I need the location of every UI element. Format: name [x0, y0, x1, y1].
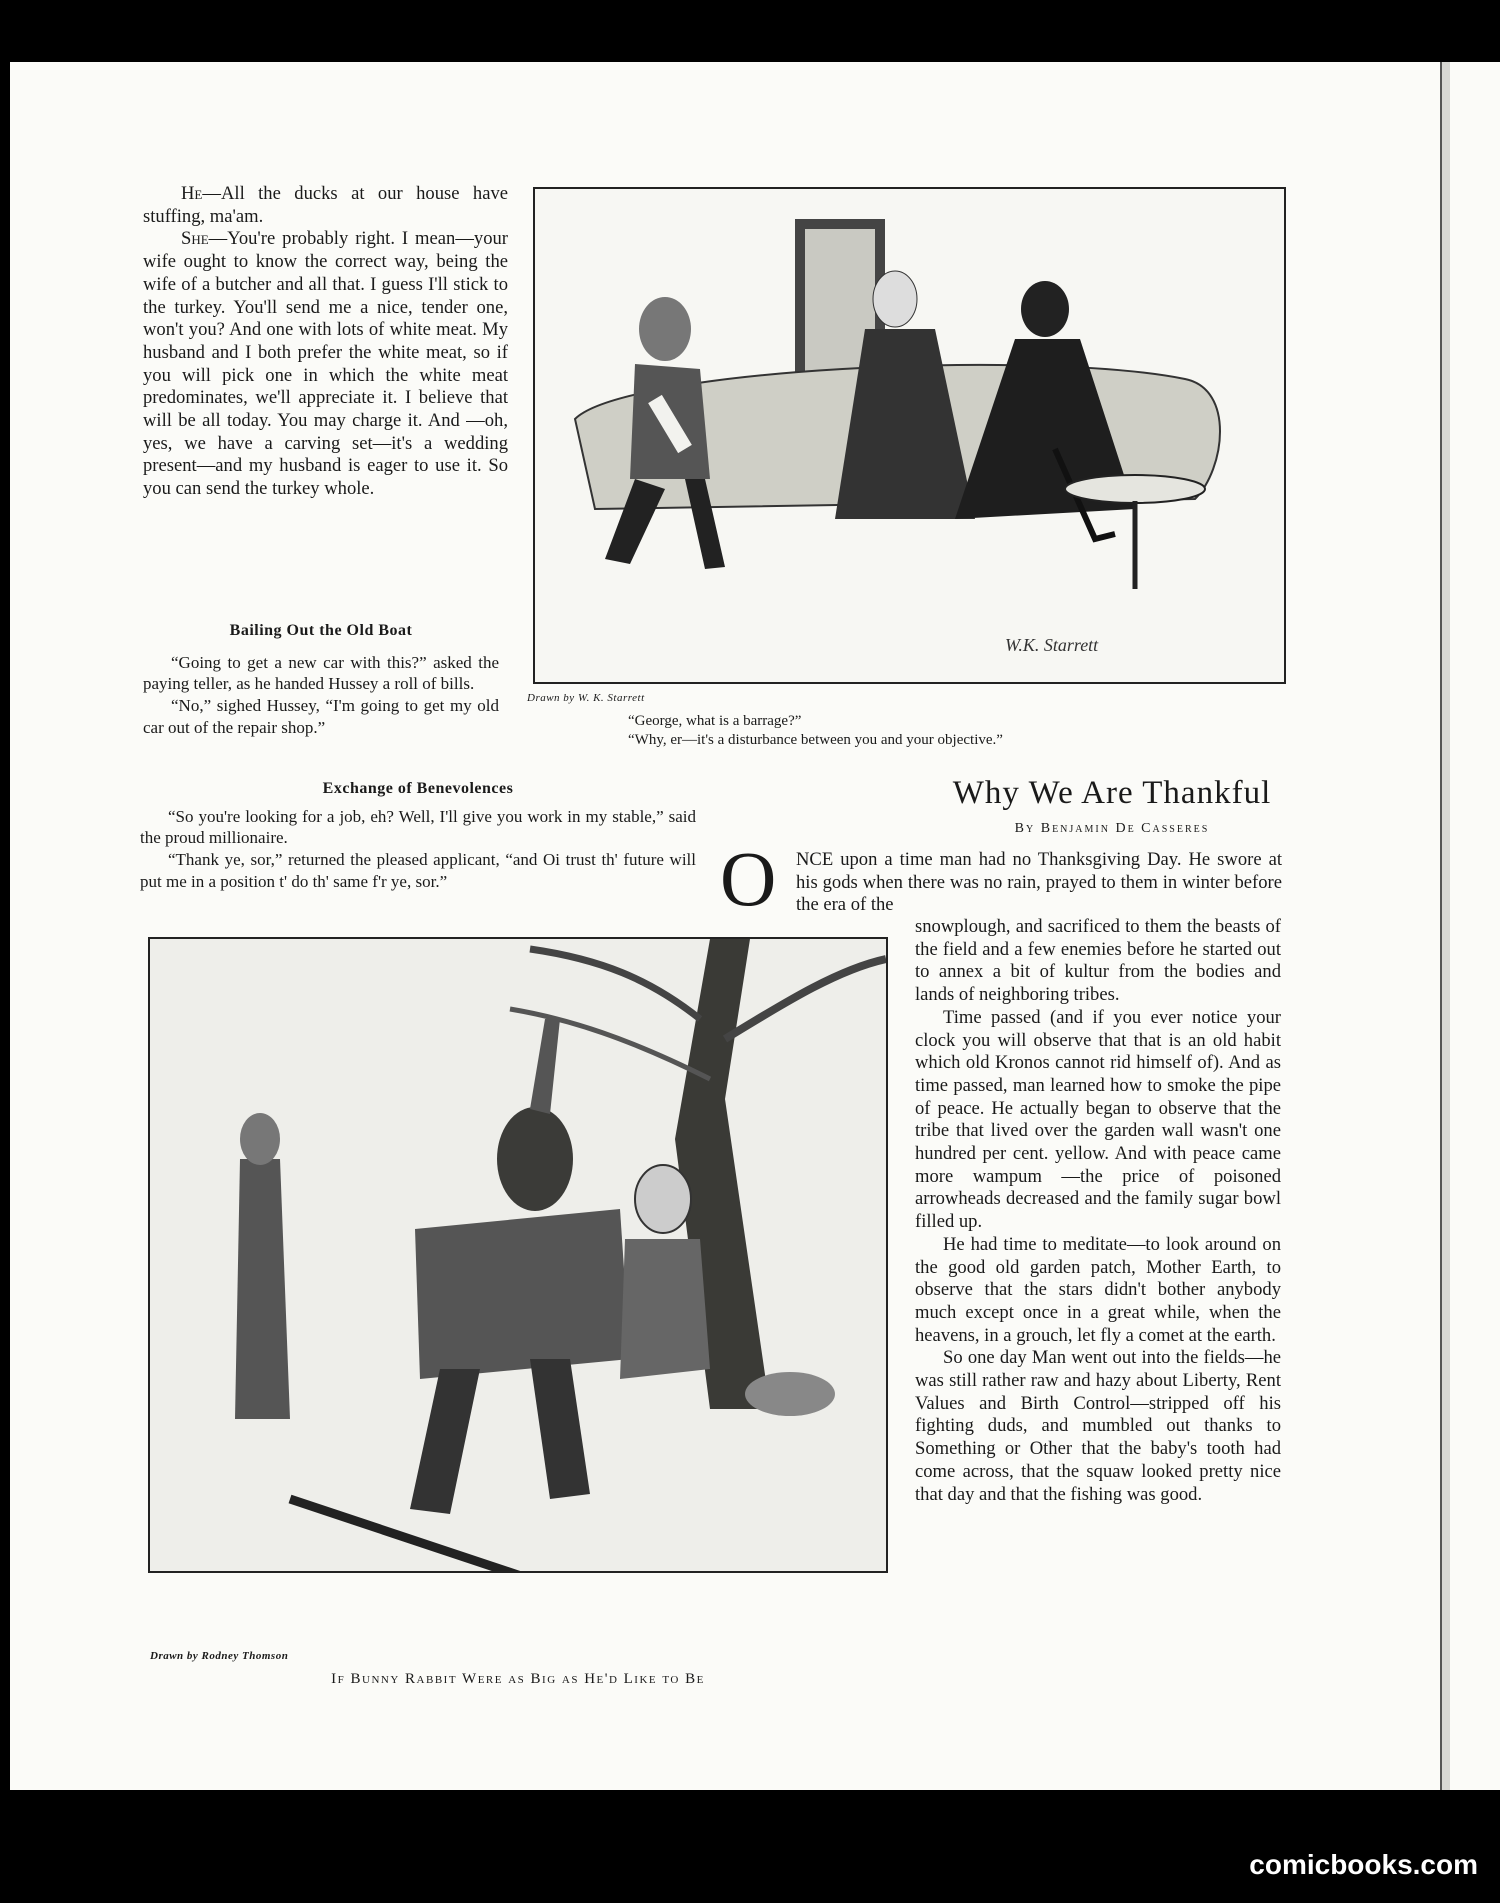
artist-signature: W.K. Starrett [1005, 635, 1099, 655]
paragraph: “No,” sighed Hussey, “I'm going to get my old car out of the repair shop.” [143, 696, 499, 737]
drop-cap: O [720, 835, 777, 922]
dialogue-column [143, 183, 508, 501]
paragraph: “So you're looking for a job, eh? Well, I'll give you work in my stable,” said the proud millionaire. [140, 806, 696, 848]
paragraph: snowplough, and sacrificed to them the beasts of the field and a few enemies before he started out to annex a bit of kultur from the bodies and lands of neighboring tribes. [915, 916, 1281, 1006]
section-heading: Bailing Out the Old Boat [229, 622, 413, 639]
bailing-section [143, 620, 499, 739]
paragraph: “Thank ye, sor,” returned the pleased applicant, “and Oi trust th' future will put me in a position t' do th' same f'r ye, sor.” [140, 850, 696, 891]
illustration-credit: Drawn by W. K. Starrett [527, 692, 645, 704]
paragraph: He had time to meditate—to look around on the good old garden patch, Mother Earth, to observe that the stars didn't bother anybody much except once in a great while, when the heavens, in a grouch, let fly a comet at the earth. [915, 1233, 1281, 1346]
he-paragraph: He—All the ducks at our house have stuffing, ma'am. [143, 183, 508, 227]
section-heading: Exchange of Benevolences [322, 780, 514, 797]
article-byline: By Benjamin De Casseres [1014, 821, 1210, 836]
illustration-thomson [148, 937, 888, 1573]
illustration-starrett [533, 187, 1286, 684]
paragraph: So one day Man went out into the fields—he was still rather raw and hazy about Liberty, Rent Values and Birth Control—stripped off his fighting duds, and mumbled out thanks to Something or Other that the baby's tooth had come across, that the squaw looked pretty nice that day and that the fishing was good. [915, 1347, 1281, 1505]
paragraph: Time passed (and if you ever notice your clock you will observe that that is an old habit which old Kronos cannot rid himself of). And as time passed, man learned how to smoke the pipe of peace. He actually began to observe that the tribe that lived over the garden wall wasn't one hundred per cent. yellow. And with peace came more wampum —the price of poisoned arrowheads decreased and the family sugar bowl filled up. [915, 1006, 1281, 1233]
illustration-caption: “George, what is a barrage?” “Why, er—it's a disturbance between you and your objective.” [628, 713, 1003, 748]
site-watermark: comicbooks.com [1249, 1849, 1478, 1880]
adjacent-page-strip [1450, 62, 1500, 1790]
she-paragraph: She—You're probably right. I mean—your wife ought to know the correct way, being the wife of a butcher and all that. I guess I'll stick to the turkey. You'll send me a nice, tender one, won't you? And one with lots of white meat. My husband and I both prefer the white meat, so if you will pick one in which the white meat predominates, we'll appreciate it. I believe that will be all today. You may charge it. And —oh, yes, we have a carving set—it's a wedding present—and my husband is eager to use it. So you can send the turkey whole. [143, 228, 508, 500]
article-opening [796, 849, 1282, 917]
bunny-rabbit-drawing [150, 939, 886, 1571]
paragraph: “Going to get a new car with this?” asked the paying teller, as he handed Hussey a roll of bills. [143, 652, 499, 694]
article-body [915, 916, 1281, 1506]
parlor-scene-drawing [535, 189, 1284, 682]
illustration-credit: Drawn by Rodney Thomson [150, 1650, 289, 1662]
article-title: Why We Are Thankful [952, 775, 1272, 811]
illustration-caption: If Bunny Rabbit Were as Big as He'd Like to Be [331, 1671, 705, 1687]
exchange-section [140, 778, 696, 893]
paragraph: NCE upon a time man had no Thanksgiving Day. He swore at his gods when there was no rain, prayed to them in winter before the era of the [796, 849, 1282, 916]
